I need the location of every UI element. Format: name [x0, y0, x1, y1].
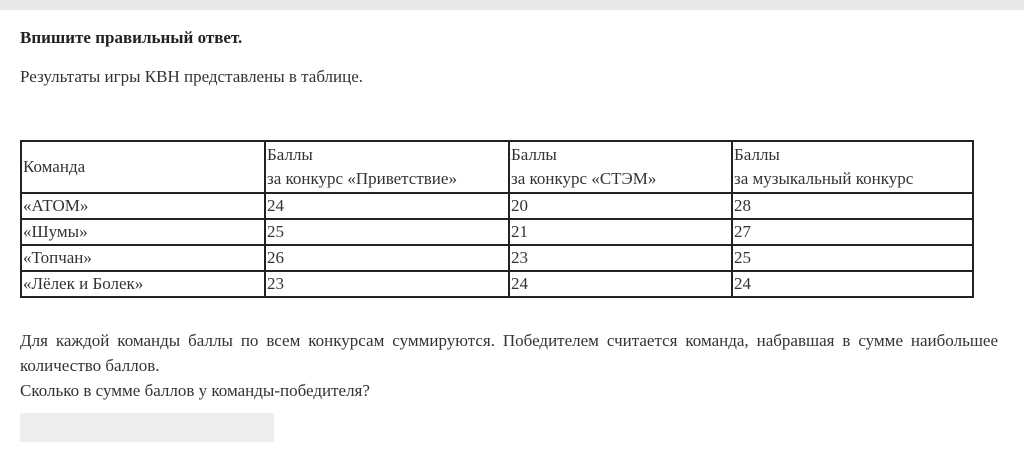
score-cell: 28 [732, 193, 973, 219]
team-cell: «Лёлек и Болек» [21, 271, 265, 297]
header-team [21, 141, 265, 193]
question-text [20, 328, 998, 403]
team-cell: «Шумы» [21, 219, 265, 245]
table-header-row [21, 141, 973, 193]
task-instruction: Впишите правильный ответ. [20, 28, 243, 47]
answer-input[interactable] [20, 413, 274, 442]
task-intro: Результаты игры КВН представлены в таблице. [20, 67, 364, 86]
header-stem-line1: Баллы [511, 145, 557, 164]
score-cell: 24 [265, 193, 509, 219]
score-cell: 23 [509, 245, 732, 271]
table-row [21, 245, 973, 271]
table-row [21, 271, 973, 297]
top-bar [0, 0, 1024, 10]
header-greeting [265, 141, 509, 193]
score-cell: 25 [265, 219, 509, 245]
header-greeting-line2: за конкурс «Приветствие» [267, 169, 457, 188]
score-cell: 24 [732, 271, 973, 297]
question-prompt: Сколько в сумме баллов у команды-победителя? [20, 381, 370, 400]
header-greeting-line1: Баллы [267, 145, 313, 164]
score-cell: 23 [265, 271, 509, 297]
team-cell: «Топчан» [21, 245, 265, 271]
score-cell: 21 [509, 219, 732, 245]
score-cell: 25 [732, 245, 973, 271]
score-cell: 24 [509, 271, 732, 297]
score-cell: 27 [732, 219, 973, 245]
results-table [20, 140, 974, 298]
header-stem-line2: за конкурс «СТЭМ» [511, 169, 657, 188]
header-music-line2: за музыкальный конкурс [734, 169, 914, 188]
header-music-line1: Баллы [734, 145, 780, 164]
team-cell: «АТОМ» [21, 193, 265, 219]
header-stem [509, 141, 732, 193]
header-team-label: Команда [23, 157, 86, 176]
question-rule: Для каждой команды баллы по всем конкурсам суммируются. Победителем считается команда, набравшая в сумме наибольшее количество баллов. [20, 331, 998, 375]
score-cell: 26 [265, 245, 509, 271]
table-row [21, 193, 973, 219]
table-row [21, 219, 973, 245]
score-cell: 20 [509, 193, 732, 219]
header-music [732, 141, 973, 193]
